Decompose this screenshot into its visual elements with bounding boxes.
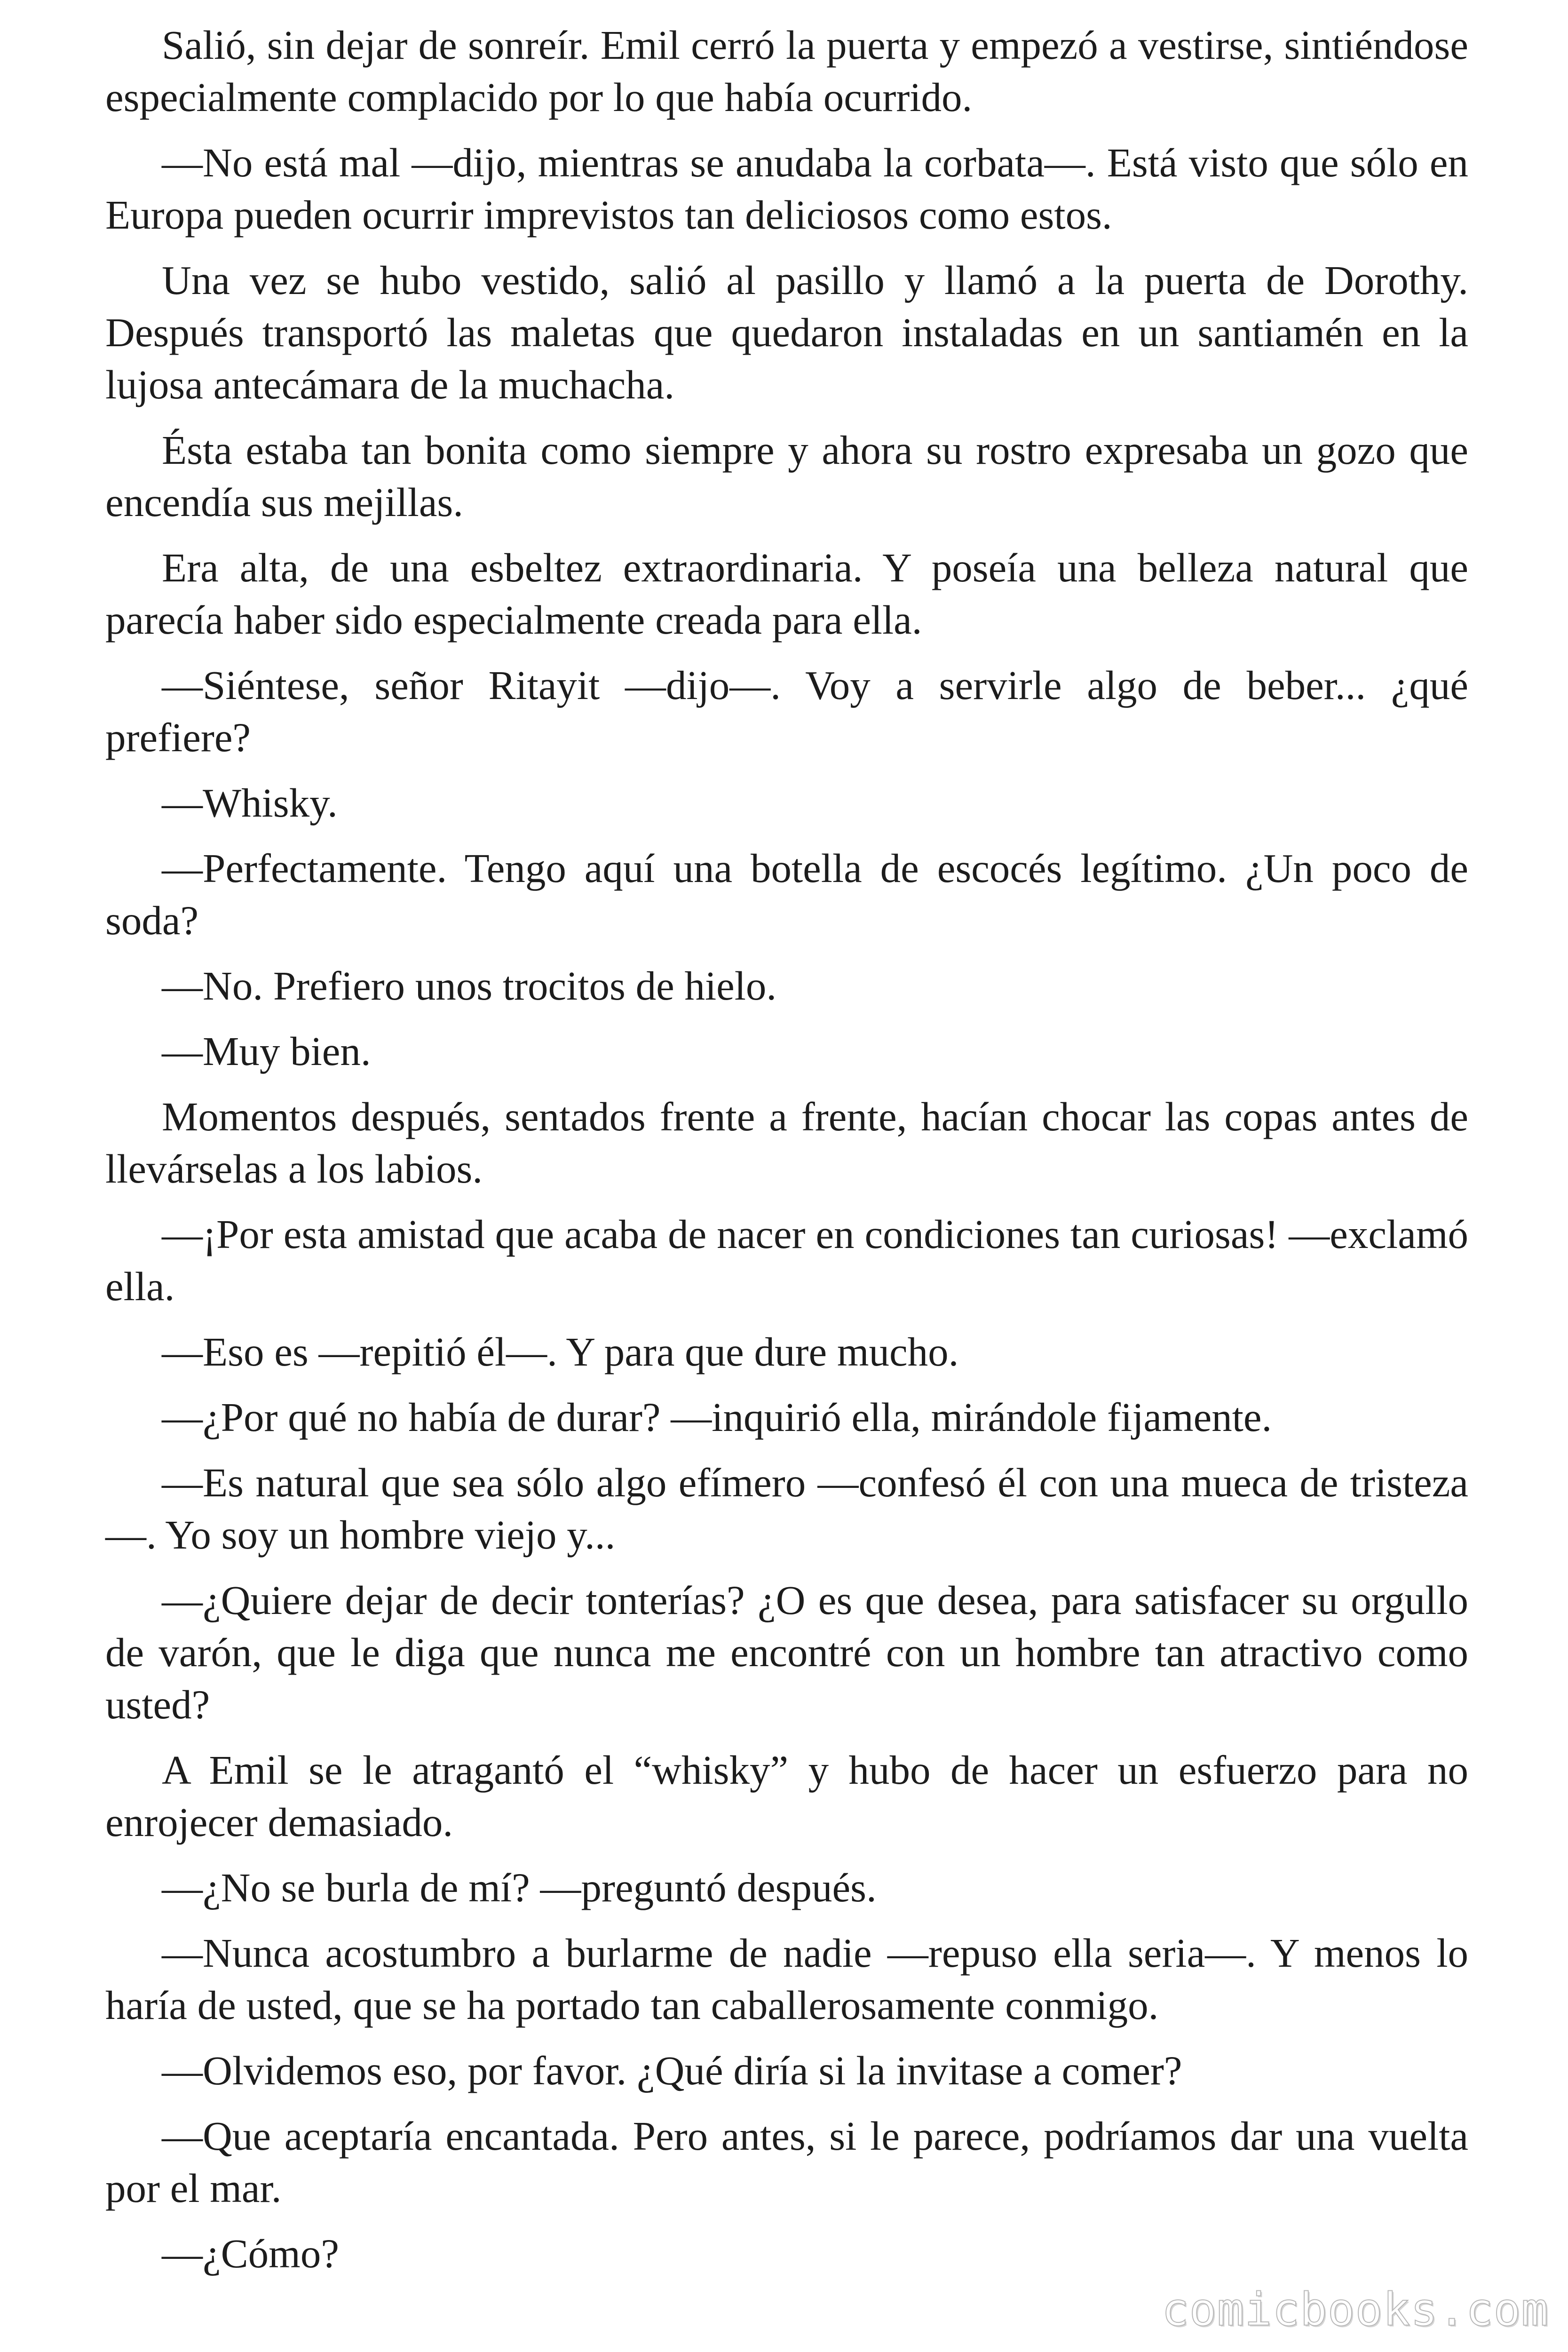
- paragraph: —Perfectamente. Tengo aquí una botella de escocés legítimo. ¿Un poco de soda?: [105, 845, 1468, 943]
- paragraph: Salió, sin dejar de sonreír. Emil cerró la puerta y empezó a vestirse, sintiéndose especialmente complacido por lo que había ocurrido.: [105, 22, 1468, 120]
- paragraph: —¿Por qué no había de durar? —inquirió ella, mirándole fijamente.: [162, 1394, 1272, 1440]
- paragraph: —Olvidemos eso, por favor. ¿Qué diría si la invitase a comer?: [162, 2048, 1182, 2093]
- paragraph: —Nunca acostumbro a burlarme de nadie —repuso ella seria—. Y menos lo haría de usted, que se ha portado tan caballerosamente conmigo.: [105, 1930, 1468, 2028]
- paragraph: —¡Por esta amistad que acaba de nacer en condiciones tan curiosas! —exclamó ella.: [105, 1211, 1468, 1309]
- paragraph: Ésta estaba tan bonita como siempre y ahora su rostro expresaba un gozo que encendía sus mejillas.: [105, 427, 1468, 525]
- watermark: comicbooks.com: [1162, 2283, 1549, 2336]
- paragraph: Era alta, de una esbeltez extraordinaria. Y poseía una belleza natural que parecía haber sido especialmente creada para ella.: [105, 545, 1468, 643]
- paragraph: —Muy bien.: [162, 1028, 371, 1074]
- paragraph: Una vez se hubo vestido, salió al pasillo y llamó a la puerta de Dorothy. Después transportó las maletas que quedaron instaladas en un santiamén en la lujosa antecámara de la muchacha.: [105, 257, 1468, 407]
- paragraph: —Eso es —repitió él—. Y para que dure mucho.: [162, 1329, 959, 1375]
- paragraph: Momentos después, sentados frente a frente, hacían chocar las copas antes de llevárselas a los labios.: [105, 1094, 1468, 1192]
- paragraph: —No. Prefiero unos trocitos de hielo.: [162, 963, 777, 1009]
- paragraph: —¿Cómo?: [162, 2231, 339, 2276]
- paragraph: A Emil se le atragantó el “whisky” y hubo de hacer un esfuerzo para no enrojecer demasiado.: [105, 1747, 1468, 1845]
- paragraph: —Whisky.: [162, 780, 338, 826]
- paragraph: —Siéntese, señor Ritayit —dijo—. Voy a servirle algo de beber... ¿qué prefiere?: [105, 662, 1468, 760]
- paragraph: —¿Quiere dejar de decir tonterías? ¿O es que desea, para satisfacer su orgullo de varón, que le diga que nunca me encontré con un hombre tan atractivo como usted?: [105, 1577, 1468, 1727]
- book-page-text: [105, 19, 1468, 2293]
- paragraph: —¿No se burla de mí? —preguntó después.: [162, 1865, 877, 1910]
- paragraph: —Que aceptaría encantada. Pero antes, si le parece, podríamos dar una vuelta por el mar.: [105, 2113, 1468, 2211]
- paragraph: —Es natural que sea sólo algo efímero —confesó él con una mueca de tristeza—. Yo soy un hombre viejo y...: [105, 1460, 1468, 1557]
- paragraph: —No está mal —dijo, mientras se anudaba la corbata—. Está visto que sólo en Europa pueden ocurrir imprevistos tan deliciosos como estos.: [105, 140, 1468, 238]
